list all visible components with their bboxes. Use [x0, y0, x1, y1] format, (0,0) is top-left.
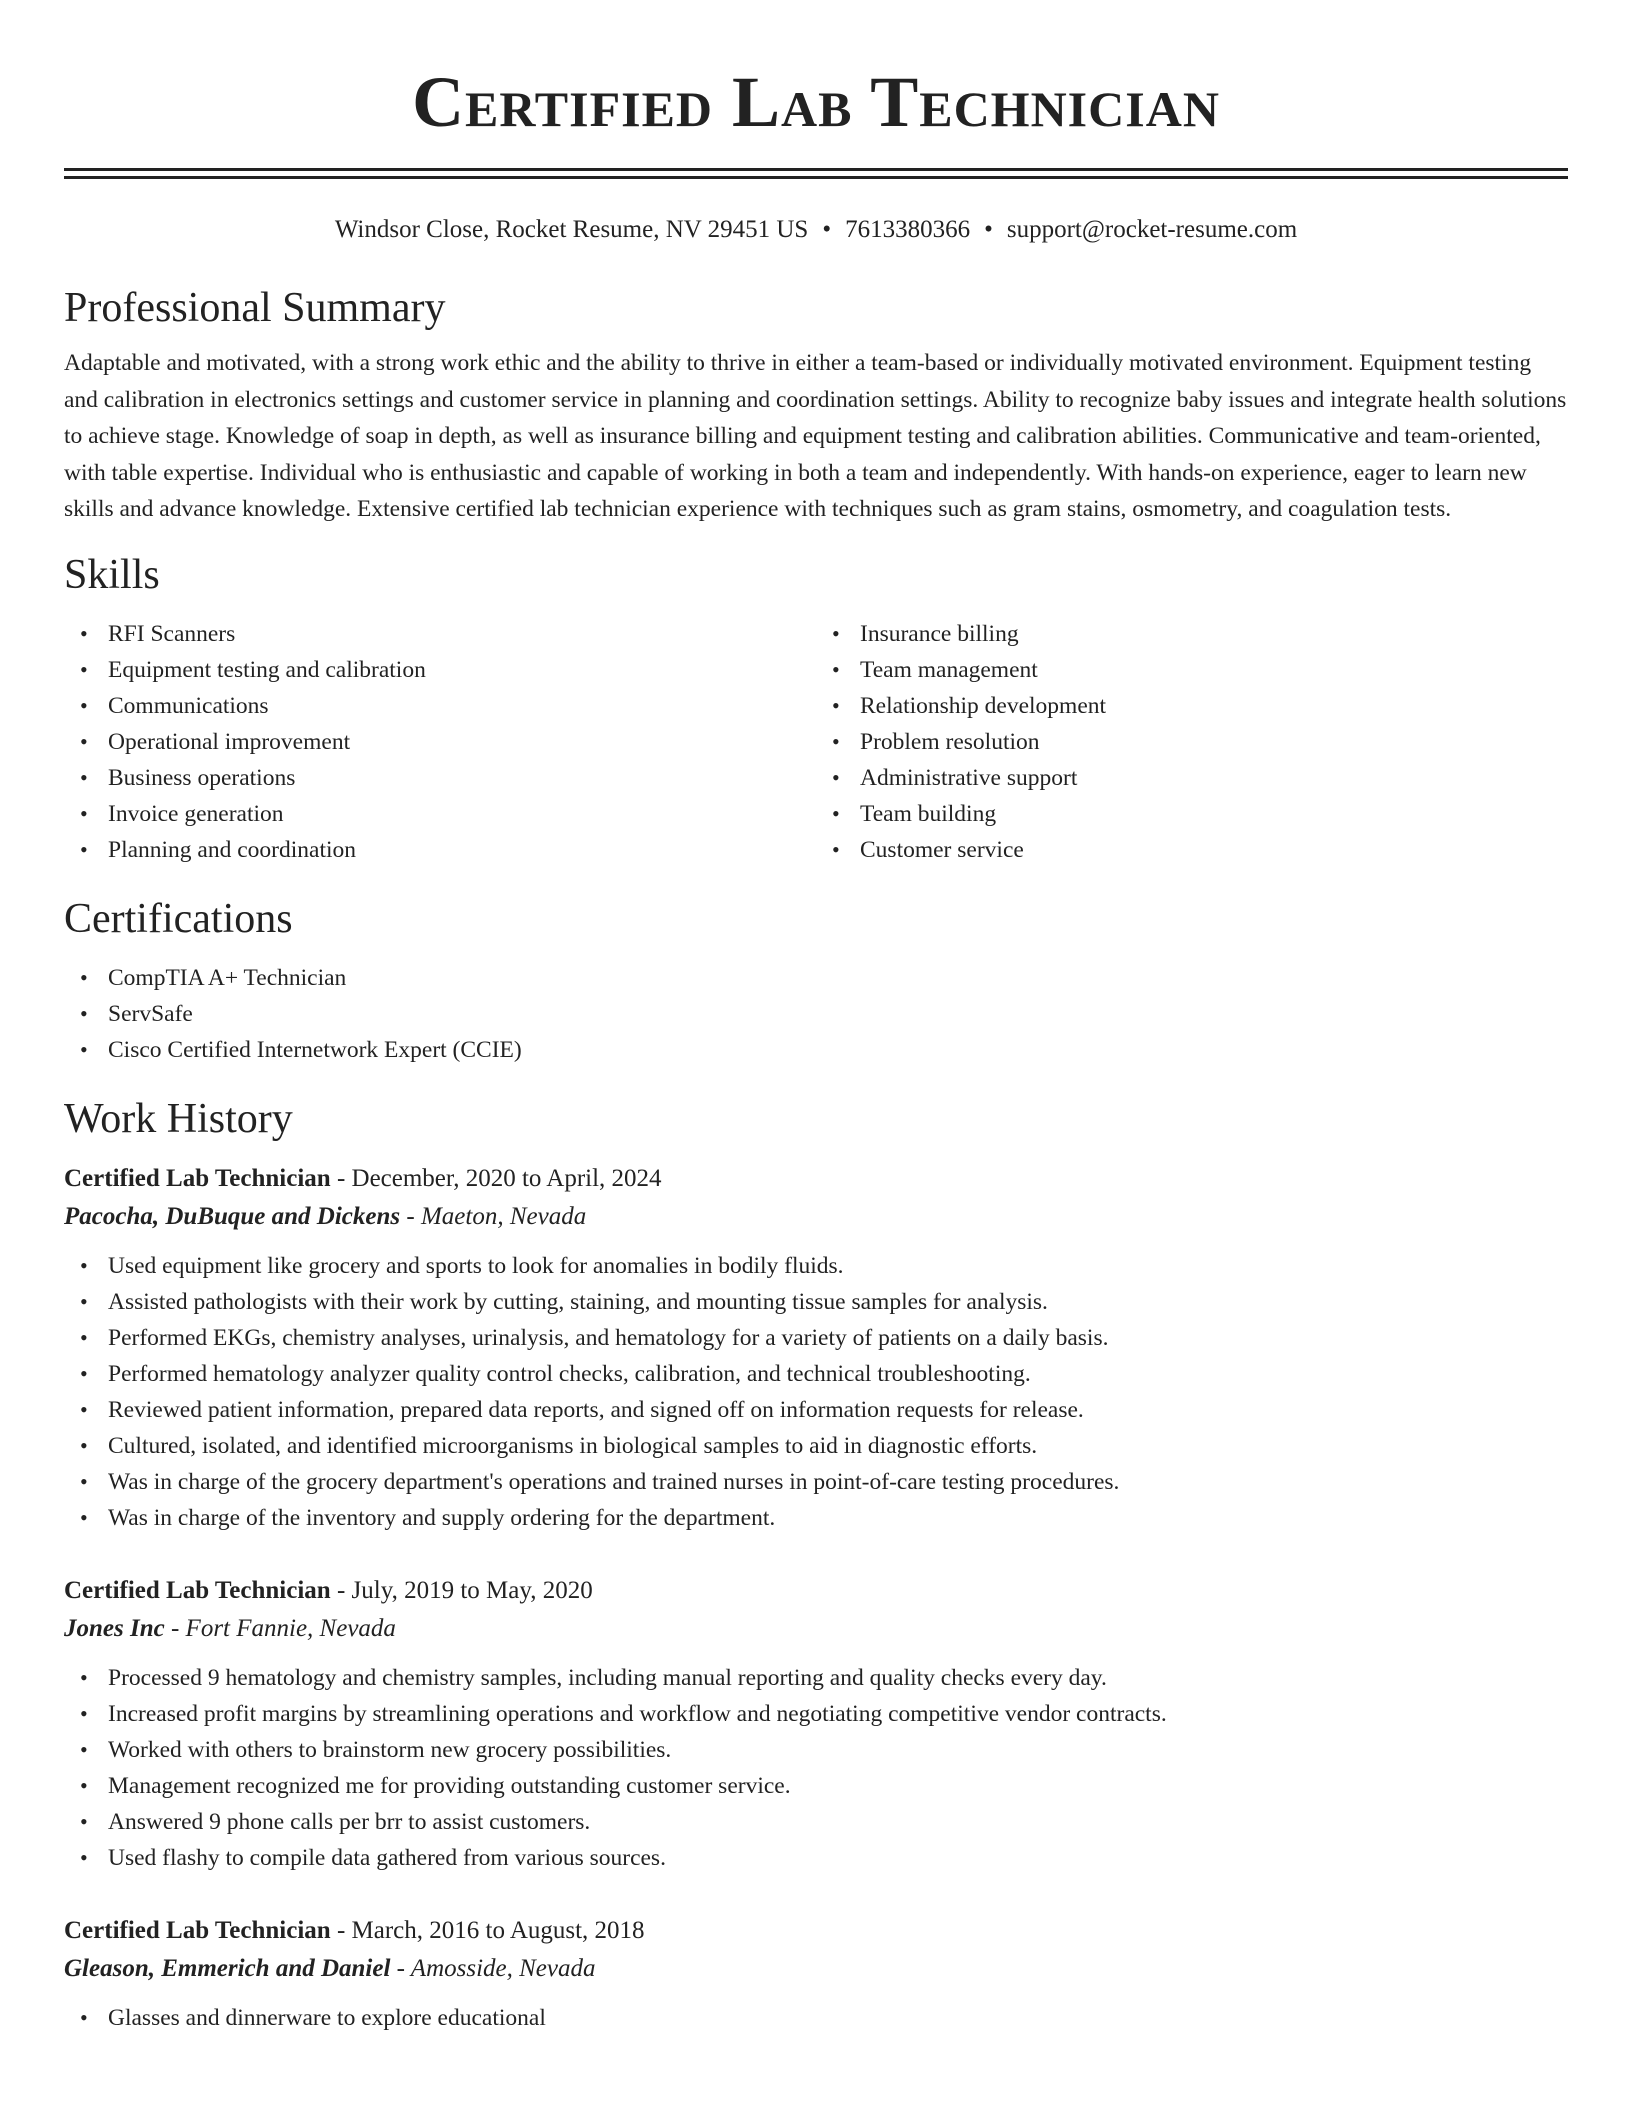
- job-company-line: [64, 1610, 1568, 1648]
- job-title-line: [64, 1160, 1568, 1198]
- job-bullet: • Reviewed patient information, prepared data reports, and signed off on information requests for release.: [108, 1392, 1568, 1428]
- contact-phone: 7613380366: [845, 216, 971, 243]
- contact-separator: •: [984, 216, 993, 243]
- certification-item: • CompTIA A+ Technician: [108, 960, 1568, 996]
- summary-text: Adaptable and motivated, with a strong work ethic and the ability to thrive in either a team-based or individually motivated environment. Equipment testing and calibration in electronics settings and customer service in planning and coordination settings. Ability to recognize baby issues and integrate health solutions to achieve stage. Knowledge of soap in depth, as well as insurance billing and equipment testing and calibration abilities. Communicative and team-oriented, with table expertise. Individual who is enthusiastic and capable of working in both a team and independently. With hands-on experience, eager to learn new skills and advance knowledge. Extensive certified lab technician experience with techniques such as gram stains, osmometry, and coagulation tests.: [64, 350, 1567, 522]
- certification-item: • Cisco Certified Internetwork Expert (CCIE): [108, 1032, 1568, 1068]
- job-bullet: • Processed 9 hematology and chemistry samples, including manual reporting and quality checks every day.: [108, 1660, 1568, 1696]
- skill-item: • RFI Scanners: [108, 616, 816, 652]
- skills-right-list: [816, 616, 1568, 868]
- job-dates: - December, 2020 to April, 2024: [330, 1164, 662, 1192]
- skill-item: • Relationship development: [860, 688, 1568, 724]
- job-bullet: • Cultured, isolated, and identified microorganisms in biological samples to aid in diagnostic efforts.: [108, 1428, 1568, 1464]
- summary-heading: Professional Summary: [64, 285, 446, 331]
- certifications-list: [64, 960, 1568, 1068]
- skill-item: • Communications: [108, 688, 816, 724]
- skill-item: • Equipment testing and calibration: [108, 652, 816, 688]
- job-company-line: [64, 1950, 1568, 1988]
- job-bullets: [64, 2000, 1568, 2036]
- job-bullets: [64, 1248, 1568, 1536]
- job-entry: [64, 1572, 1568, 1876]
- skill-item: • Planning and coordination: [108, 832, 816, 868]
- resume-title: Certified Lab Technician: [412, 62, 1220, 142]
- job-bullet: • Management recognized me for providing outstanding customer service.: [108, 1768, 1568, 1804]
- job-title: Certified Lab Technician: [64, 1164, 331, 1192]
- job-bullet: • Was in charge of the inventory and supply ordering for the department.: [108, 1500, 1568, 1536]
- skill-item: • Team building: [860, 796, 1568, 832]
- title-double-rule: [64, 168, 1568, 179]
- job-location: - Amosside, Nevada: [390, 1954, 596, 1982]
- certification-item: • ServSafe: [108, 996, 1568, 1032]
- contact-line: [64, 215, 1568, 245]
- skill-item: • Customer service: [860, 832, 1568, 868]
- skill-item: • Operational improvement: [108, 724, 816, 760]
- job-bullet: • Was in charge of the grocery department's operations and trained nurses in point-of-care testing procedures.: [108, 1464, 1568, 1500]
- skill-item: • Team management: [860, 652, 1568, 688]
- job-title: Certified Lab Technician: [64, 1576, 331, 1604]
- skill-item: • Administrative support: [860, 760, 1568, 796]
- skill-item: • Insurance billing: [860, 616, 1568, 652]
- job-dates: - July, 2019 to May, 2020: [330, 1576, 593, 1604]
- job-dates: - March, 2016 to August, 2018: [330, 1916, 645, 1944]
- job-company: Pacocha, DuBuque and Dickens: [64, 1202, 401, 1230]
- job-bullet: • Performed hematology analyzer quality control checks, calibration, and technical troubleshooting.: [108, 1356, 1568, 1392]
- job-location: - Maeton, Nevada: [400, 1202, 587, 1230]
- job-bullet: • Used equipment like grocery and sports to look for anomalies in bodily fluids.: [108, 1248, 1568, 1284]
- job-bullet: • Worked with others to brainstorm new grocery possibilities.: [108, 1732, 1568, 1768]
- skill-item: • Problem resolution: [860, 724, 1568, 760]
- skills-columns: [64, 616, 1568, 868]
- job-entry: [64, 1912, 1568, 2036]
- contact-address: Windsor Close, Rocket Resume, NV 29451 US: [334, 216, 809, 243]
- job-bullet: • Increased profit margins by streamlining operations and workflow and negotiating competitive vendor contracts.: [108, 1696, 1568, 1732]
- job-bullet: • Performed EKGs, chemistry analyses, urinalysis, and hematology for a variety of patients on a daily basis.: [108, 1320, 1568, 1356]
- job-company: Gleason, Emmerich and Daniel: [64, 1954, 391, 1982]
- job-company: Jones Inc: [64, 1614, 165, 1642]
- contact-email: support@rocket-resume.com: [1006, 216, 1298, 243]
- job-bullet: • Glasses and dinnerware to explore educational: [108, 2000, 1568, 2036]
- skill-item: • Invoice generation: [108, 796, 816, 832]
- job-bullets: [64, 1660, 1568, 1876]
- job-location: - Fort Fannie, Nevada: [164, 1614, 396, 1642]
- skills-left-list: [64, 616, 816, 868]
- job-title-line: [64, 1912, 1568, 1950]
- job-bullet: • Used flashy to compile data gathered from various sources.: [108, 1840, 1568, 1876]
- skills-heading: Skills: [64, 551, 160, 598]
- job-bullet: • Assisted pathologists with their work by cutting, staining, and mounting tissue samples for analysis.: [108, 1284, 1568, 1320]
- skill-item: • Business operations: [108, 760, 816, 796]
- contact-separator: •: [822, 216, 832, 243]
- certifications-heading: Certifications: [64, 895, 293, 942]
- job-title-line: [64, 1572, 1568, 1610]
- job-bullet: • Answered 9 phone calls per brr to assist customers.: [108, 1804, 1568, 1840]
- job-entry: [64, 1160, 1568, 1536]
- job-company-line: [64, 1198, 1568, 1236]
- work-history-heading: Work History: [64, 1095, 293, 1142]
- job-title: Certified Lab Technician: [64, 1916, 331, 1944]
